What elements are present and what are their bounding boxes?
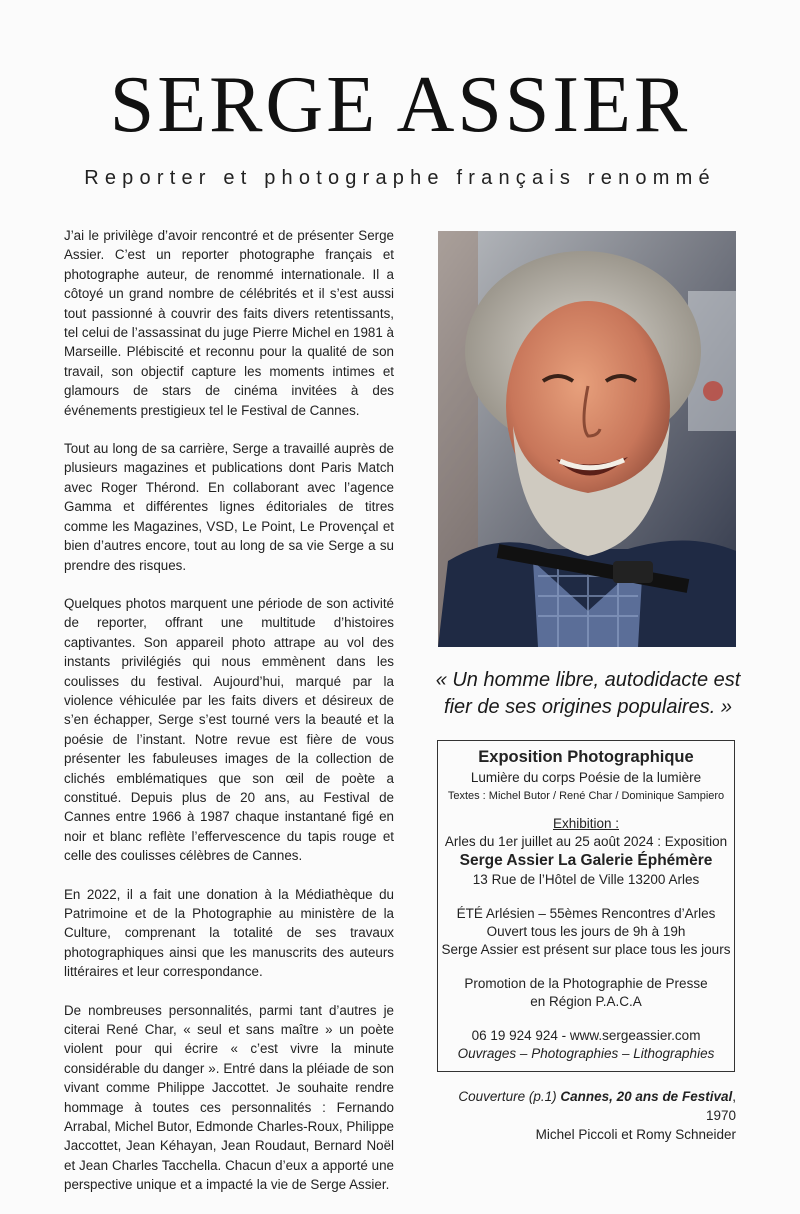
caption-title: Cannes, 20 ans de Festival bbox=[560, 1089, 733, 1104]
article-paragraph: Quelques photos marquent une période de son activité de reporter, offrant une multitude d’histoires captivantes. Son appareil photo attrape au vol des instants privilégiés qui nous emmènent dans les coulisses du festival. Aujourd’hui, marqué par la violence véhiculée par les faits divers et désireux de s’en échapper, Serge s’est tourné vers la beauté et la poésie de l’instant. Notre revue est fière de vous présenter les fabuleuses images de la collection de clichés emblématiques que son œil de poète a constitué. Depuis plus de 20 ans, au Festival de Cannes entre 1966 à 1987 chaque instantané figé en noir et blanc reflète l’effervescence du tapis rouge et celle des coulisses célèbres de Cannes. bbox=[64, 595, 394, 864]
caption-names: Michel Piccoli et Romy Schneider bbox=[535, 1127, 736, 1142]
article-paragraph: J’ai le privilège d’avoir rencontré et de présenter Serge Assier. C’est un reporter photographe français et photographe auteur, de renommé internationale. Il a côtoyé un grand nombre de célébrités et il s’est aussi tout passionné à couvrir des faits divers retentissants, tel celui de l’assassinat du juge Pierre Michel en 1981 à Marseille. Plébiscité et reconnu pour la qualité de son travail, son objectif capture les moments intimes et glamours de stars de cinéma invitées à des événements prestigieux tel le Festival de Cannes. bbox=[64, 228, 394, 418]
exhibition-box bbox=[437, 740, 735, 1072]
article-body bbox=[64, 226, 394, 1214]
article-paragraph: Tout au long de sa carrière, Serge a travaillé auprès de plusieurs magazines et publications dont Paris Match avec Roger Thérond. En collaborant avec l’agence Gamma et différentes lignes éditoriales de titres comme les Magazines, VSD, Le Point, Le Provençal et bien d’autres encore, tout au long de sa vie Serge a su prendre des risques. bbox=[64, 441, 394, 573]
exhibition-info bbox=[438, 905, 734, 959]
exhibition-works: Ouvrages – Photographies – Lithographies bbox=[457, 1046, 715, 1061]
caption-line-1 bbox=[430, 1087, 736, 1125]
page-subtitle: Reporter et photographe français renommé bbox=[84, 167, 716, 189]
pull-quote: « Un homme libre, autodidacte est fier de ses origines populaires. » bbox=[435, 669, 741, 718]
exhibition-info-line: ÉTÉ Arlésien – 55èmes Rencontres d’Arles bbox=[456, 906, 716, 921]
exhibition-address: 13 Rue de l’Hôtel de Ville 13200 Arles bbox=[472, 872, 700, 887]
exhibition-subtitle: Lumière du corps Poésie de la lumière bbox=[470, 770, 702, 785]
exhibition-info-line: Ouvert tous les jours de 9h à 19h bbox=[486, 924, 686, 939]
article-paragraph: De nombreuses personnalités, parmi tant d’autres je citerai René Char, « seul et sans maître » un poète violent pour qui écrire « c’est vivre la minute considérable du danger ». Entré dans la pléiade de son vivant comme Philippe Jaccottet. Je souhaite rendre hommage à toutes ces personnalités : Fernando Arrabal, Michel Butor, Edmonde Charles-Roux, Philippe Jaccottet, Jean Kéhayan, Jean Roudaut, Bernard Noël et Jean Charles Tacchella. Chacun d’eux a apporté une perspective unique et a impacté la vie de Serge Assier. bbox=[64, 1002, 394, 1193]
exhibition-info-line: Serge Assier est présent sur place tous les jours bbox=[441, 942, 731, 957]
caption-year: , 1970 bbox=[705, 1089, 736, 1123]
exhibition-texts: Textes : Michel Butor / René Char / Dominique Sampiero bbox=[447, 790, 725, 802]
article-paragraph: En 2022, il a fait une donation à la Médiathèque du Patrimoine et de la Photographie au ministère de la Culture, comprenant la totalité de ses travaux photographiques ainsi que les manuscrits des auteurs littéraires et leur correspondance. bbox=[64, 886, 394, 980]
exhibition-gallery: Serge Assier La Galerie Éphémère bbox=[459, 852, 713, 869]
exhibition-promo-line: Promotion de la Photographie de Presse bbox=[464, 976, 708, 991]
exhibition-promotion bbox=[438, 975, 734, 1011]
portrait-illustration bbox=[438, 231, 736, 647]
exhibition-label: Exhibition : bbox=[552, 816, 620, 831]
exhibition-promo-line: en Région P.A.C.A bbox=[530, 994, 642, 1009]
cover-caption bbox=[430, 1087, 736, 1144]
caption-prefix: Couverture (p.1) bbox=[458, 1089, 557, 1104]
exhibition-contact: 06 19 924 924 - www.sergeassier.com bbox=[471, 1028, 701, 1043]
portrait-photo bbox=[438, 231, 736, 647]
exhibition-dates: Arles du 1er juillet au 25 août 2024 : Exposition bbox=[444, 834, 728, 849]
page-title: SERGE ASSIER bbox=[109, 61, 691, 149]
exhibition-title: Exposition Photographique bbox=[478, 748, 694, 766]
